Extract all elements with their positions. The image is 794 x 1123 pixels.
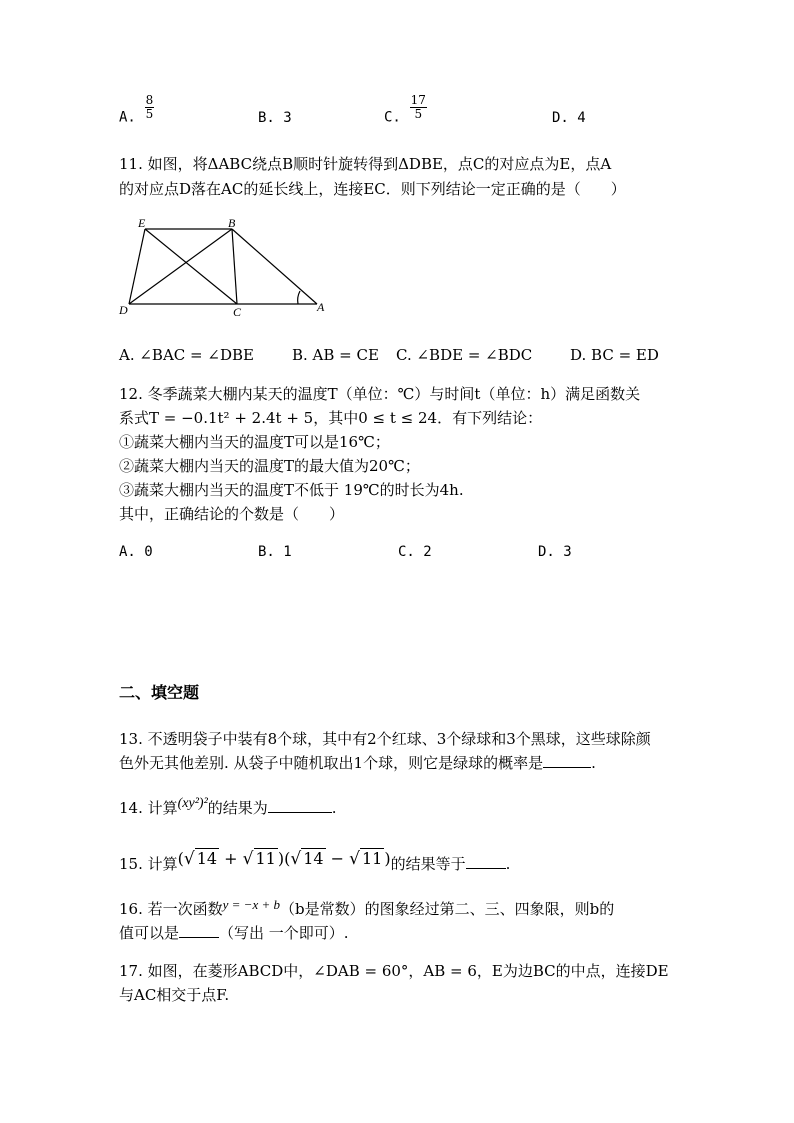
q13-text: 色外无其他差别. 从袋子中随机取出1个球，则它是绿球的概率是 <box>119 754 544 772</box>
q10-option-a <box>119 93 154 131</box>
q12-conclusion-1: ①蔬菜大棚内当天的温度T可以是16℃； <box>119 433 390 451</box>
sqrt-icon: √ <box>183 849 195 869</box>
q10-option-c <box>384 93 427 131</box>
radicand: 11 <box>361 849 383 868</box>
q12-line-1: 12. 冬季蔬菜大棚内某天的温度T（单位：℃）与时间t（单位：h）满足函数关 <box>119 385 641 403</box>
q14-expression: (xy²)² <box>177 796 208 811</box>
option-label: C. <box>384 109 401 126</box>
option-label: A. <box>119 109 136 126</box>
segment-ED <box>129 229 145 304</box>
fraction <box>410 94 427 121</box>
q15-prefix: 15. 计算 <box>119 855 178 873</box>
q15-expression <box>178 849 391 868</box>
q11-option-c: C. ∠BDE = ∠BDC <box>396 346 533 364</box>
paren: ) <box>277 849 285 868</box>
radicand: 14 <box>196 849 218 868</box>
section-heading: 二、填空题 <box>119 683 200 702</box>
segment-BC <box>232 229 237 304</box>
q14-line <box>119 797 337 821</box>
answer-blank[interactable] <box>543 753 591 768</box>
answer-blank[interactable] <box>179 923 219 938</box>
answer-blank[interactable] <box>268 798 332 813</box>
q16-expression: y = −x + b <box>222 897 280 912</box>
numerator: 17 <box>410 93 426 107</box>
segment-BA <box>232 229 317 304</box>
paren: ( <box>284 849 291 868</box>
sqrt-icon: √ <box>349 849 360 869</box>
q12-line-2: 系式T = −0.1t² + 2.4t + 5，其中0 ≤ t ≤ 24．有下列结论： <box>119 409 543 427</box>
q13-line-2 <box>119 752 596 774</box>
q16-text: 16. 若一次函数 <box>119 900 223 918</box>
operator: + <box>219 849 243 868</box>
q10-option-b: B. 3 <box>258 110 292 126</box>
q12-conclusion-3: ③蔬菜大棚内当天的温度T不低于 19℃的时长为4h. <box>119 481 464 499</box>
label-D: D <box>119 303 128 317</box>
q11-line-2: 的对应点D落在AC的延长线上，连接EC．则下列结论一定正确的是（ ） <box>119 180 626 198</box>
sqrt-icon: √ <box>242 849 254 869</box>
radicand: 14 <box>303 849 324 868</box>
q14-end: . <box>331 799 337 817</box>
operator: − <box>325 849 350 868</box>
q14-prefix: 14. 计算 <box>119 799 178 817</box>
q16-text: （写出 一个即可）. <box>219 924 349 942</box>
label-B: B <box>228 216 236 230</box>
label-E: E <box>138 216 146 230</box>
q12-option-b: B. 1 <box>258 544 292 560</box>
q11-option-d: D. BC = ED <box>570 346 659 364</box>
q11-option-a: A. ∠BAC = ∠DBE <box>119 346 254 364</box>
q14-suffix: 的结果为 <box>207 799 268 817</box>
paren: ( <box>177 849 184 868</box>
label-A: A <box>317 300 325 314</box>
angle-arc-A <box>298 291 300 304</box>
q15-line <box>119 849 511 875</box>
q15-suffix: 的结果等于 <box>390 855 466 873</box>
q12-option-d: D. 3 <box>538 544 572 560</box>
q10-option-d: D. 4 <box>552 110 586 126</box>
q16-line-1 <box>119 898 614 921</box>
q17-line-1: 17. 如图，在菱形ABCD中，∠DAB = 60°，AB = 6，E为边BC的中点，连接DE <box>119 962 669 980</box>
denominator: 5 <box>414 107 423 121</box>
q12-option-a: A. 0 <box>119 544 153 560</box>
numerator: 8 <box>145 93 154 107</box>
q12-option-c: C. 2 <box>398 544 432 560</box>
q16-text: 值可以是 <box>119 924 180 942</box>
q12-prompt: 其中，正确结论的个数是（ ） <box>119 505 345 523</box>
fraction <box>145 94 155 121</box>
q11-triangle-figure <box>110 216 335 320</box>
q11-option-b: B. AB = CE <box>292 346 379 364</box>
q13-line-1: 13. 不透明袋子中装有8个球，其中有2个红球、3个绿球和3个黑球，这些球除颜 <box>119 730 651 748</box>
paren: ) <box>384 849 391 868</box>
q11-line-1: 11. 如图，将ΔABC绕点B顺时针旋转得到ΔDBE，点C的对应点为E，点A <box>119 155 612 173</box>
q13-end: . <box>591 754 596 772</box>
q16-text: （b是常数）的图象经过第二、三、四象限，则b的 <box>279 900 615 918</box>
q17-line-2: 与AC相交于点F. <box>119 986 230 1004</box>
segment-EC <box>145 229 237 304</box>
answer-blank[interactable] <box>466 854 506 869</box>
sqrt-icon: √ <box>290 849 302 869</box>
segment-BD <box>129 229 232 304</box>
label-C: C <box>233 305 242 319</box>
radicand: 11 <box>255 849 276 868</box>
denominator: 5 <box>145 107 154 121</box>
q12-conclusion-2: ②蔬菜大棚内当天的温度T的最大值为20℃； <box>119 457 420 475</box>
q16-line-2 <box>119 922 349 944</box>
q15-end: . <box>505 855 511 873</box>
